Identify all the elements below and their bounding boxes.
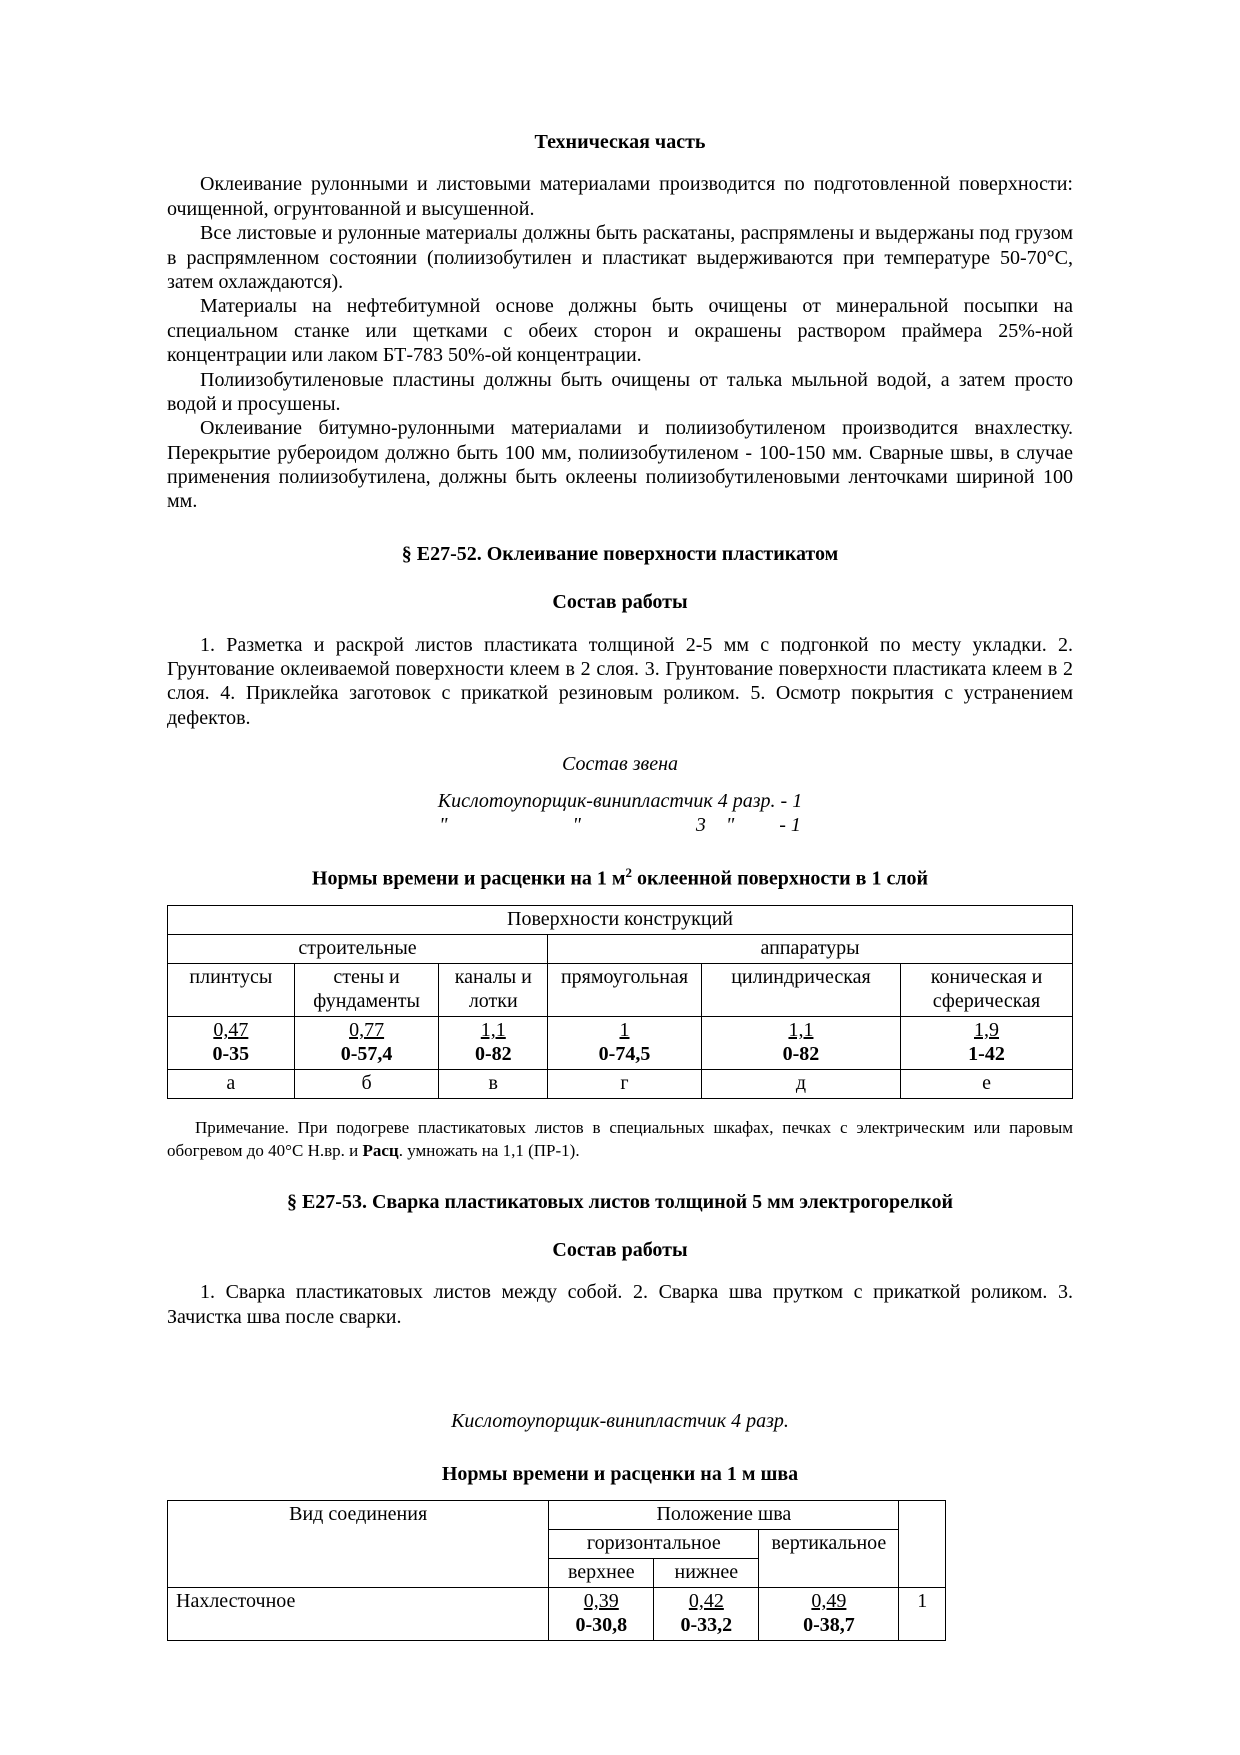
crew-line-3: Кислотоупорщик-винипластчик 4 разр. bbox=[451, 1410, 789, 1433]
rate-value: 0-30,8 bbox=[575, 1613, 628, 1636]
norms-table-1-title bbox=[167, 865, 1073, 891]
norms-table-2-title: Нормы времени и расценки на 1 м шва bbox=[441, 1462, 799, 1485]
rate-value: 1-42 bbox=[968, 1043, 1005, 1066]
t1-col-header-1: плинтусы bbox=[168, 964, 295, 1017]
table-row bbox=[168, 1587, 946, 1640]
t2-value-cell-2 bbox=[654, 1587, 759, 1640]
time-norm-value: 0,49 bbox=[811, 1589, 847, 1612]
time-norm-value: 1,9 bbox=[974, 1019, 999, 1042]
t2-horizontal-header: горизонтальное bbox=[549, 1529, 759, 1558]
rate-value: 0-82 bbox=[474, 1043, 512, 1066]
table-row bbox=[168, 935, 1073, 964]
table-row bbox=[168, 1017, 1073, 1070]
crew-line-2: " " 3 " - 1 bbox=[439, 813, 801, 836]
t2-lower-header: нижнее bbox=[654, 1558, 759, 1587]
t2-value-cell-3 bbox=[759, 1587, 899, 1640]
time-norm-value: 1,1 bbox=[480, 1019, 506, 1042]
rate-value: 0-38,7 bbox=[803, 1613, 855, 1636]
time-norm-value: 1 bbox=[619, 1019, 630, 1042]
table-row bbox=[168, 1070, 1073, 1099]
t1-value-cell-6 bbox=[901, 1017, 1073, 1070]
t2-vertical-header: вертикальное bbox=[759, 1529, 899, 1587]
t1-col-header-3: каналы и лотки bbox=[439, 964, 548, 1017]
table-row bbox=[168, 906, 1073, 935]
intro-paragraph-3: Материалы на нефтебитумной основе должны быть очищены от минеральной посыпки на специальном станке или щетками с обеих сторон и окрашены раствором праймера 25%-ной концентрации или лаком БТ-783 50%-ой концентрации. bbox=[167, 295, 1073, 367]
work-composition-heading-1: Состав работы bbox=[552, 591, 688, 614]
intro-paragraph-2: Все листовые и рулонные материалы должны быть раскатаны, распрямлены и выдержаны под грузом в распрямленном состоянии (полиизобутилен и пластикат выдерживаются при температуре 50-70°С, затем охлаждаются). bbox=[167, 222, 1073, 293]
norms-table-1-title-suffix: оклеенной поверхности в 1 слой bbox=[632, 868, 929, 891]
intro-paragraph-1: Оклеивание рулонными и листовыми материалами производится по подготовленной поверхности: очищенной, огрунтованной и высушенной. bbox=[167, 173, 1073, 220]
t2-index-header bbox=[899, 1500, 946, 1587]
t2-row-index: 1 bbox=[899, 1587, 946, 1640]
rate-value: 0-57,4 bbox=[340, 1043, 393, 1066]
t1-letter-a: а bbox=[168, 1070, 295, 1099]
section-heading-e27-53: § Е27-53. Сварка пластикатовых листов толщиной 5 мм электрогорелкой bbox=[286, 1190, 954, 1213]
t1-value-cell-5 bbox=[701, 1017, 900, 1070]
crew-line-1: Кислотоупорщик-винипластчик 4 разр. - 1 bbox=[437, 789, 803, 812]
t1-letter-v: в bbox=[439, 1070, 548, 1099]
table-row bbox=[168, 964, 1073, 1017]
norms-table-1 bbox=[167, 905, 1073, 1099]
note-paragraph bbox=[167, 1117, 1073, 1161]
work-composition-heading-2: Состав работы bbox=[552, 1239, 688, 1261]
t1-letter-e: е bbox=[901, 1070, 1073, 1099]
note-text-2: и bbox=[344, 1140, 363, 1160]
t2-upper-header: верхнее bbox=[549, 1558, 654, 1587]
t1-letter-g: г bbox=[548, 1070, 702, 1099]
note-text-3: . умножать на 1,1 (ПР-1). bbox=[398, 1140, 580, 1160]
time-norm-value: 0,77 bbox=[349, 1019, 385, 1042]
t2-row-label: Нахлесточное bbox=[168, 1587, 549, 1640]
superscript-2: 2 bbox=[625, 865, 633, 881]
rate-value: 0-33,2 bbox=[680, 1613, 733, 1636]
t1-col-header-5: цилиндрическая bbox=[701, 964, 900, 1017]
rate-value: 0-74,5 bbox=[598, 1043, 651, 1066]
t1-col-header-4: прямоугольная bbox=[548, 964, 702, 1017]
intro-paragraph-4: Полиизобутиленовые пластины должны быть очищены от талька мыльной водой, а затем просто водой и просушены. bbox=[167, 368, 1073, 415]
t1-letter-b: б bbox=[294, 1070, 439, 1099]
norms-table-1-title-text: Нормы времени и расценки на 1 м bbox=[311, 868, 626, 891]
t1-span-header: Поверхности конструкций bbox=[168, 906, 1073, 935]
time-norm-value: 0,39 bbox=[583, 1589, 619, 1612]
work-composition-text-1: 1. Разметка и раскрой листов пластиката толщиной 2-5 мм с подгонкой по месту укладки. 2. Грунтование оклеиваемой поверхности клеем в 2 слоя. 3. Грунтование поверхности пластиката клеем в 2 слоя. 4. Приклейка заготовок с прикаткой резиновым роликом. 5. Осмотр покрытия с устранением дефектов. bbox=[167, 633, 1073, 729]
t1-letter-d: д bbox=[701, 1070, 900, 1099]
note-rasc: Расц bbox=[362, 1140, 399, 1160]
document-title: Техническая часть bbox=[534, 131, 706, 153]
crew-composition-heading: Состав звена bbox=[561, 753, 678, 776]
t1-value-cell-4 bbox=[548, 1017, 702, 1070]
t1-col-header-6: коническая и сферическая bbox=[901, 964, 1073, 1017]
rate-value: 0-35 bbox=[212, 1043, 250, 1066]
t1-value-cell-3 bbox=[439, 1017, 548, 1070]
t1-value-cell-2 bbox=[294, 1017, 439, 1070]
t1-value-cell-1 bbox=[168, 1017, 295, 1070]
t1-group-apparatus: аппаратуры bbox=[548, 935, 1073, 964]
t1-col-header-2: стены и фундаменты bbox=[294, 964, 439, 1017]
work-composition-text-2: 1. Сварка пластикатовых листов между собой. 2. Сварка шва прутком с прикаткой роликом. 3. Зачистка шва после сварки. bbox=[167, 1281, 1073, 1328]
t2-seam-position-header: Положение шва bbox=[549, 1500, 899, 1529]
time-norm-value: 0,47 bbox=[213, 1019, 249, 1042]
note-nvr: Н.вр. bbox=[307, 1140, 345, 1160]
t1-group-construction: строительные bbox=[168, 935, 548, 964]
note-text-1: При подогреве пластикатовых листов в специальных шкафах, печках с электрическим или паровым обогревом до 40°С bbox=[167, 1118, 1073, 1160]
rate-value: 0-82 bbox=[782, 1043, 820, 1066]
note-label: Примечание. bbox=[195, 1118, 289, 1138]
norms-table-2 bbox=[167, 1500, 946, 1641]
time-norm-value: 1,1 bbox=[788, 1019, 814, 1042]
table-row bbox=[168, 1500, 946, 1529]
time-norm-value: 0,42 bbox=[688, 1589, 724, 1612]
intro-paragraph-5: Оклеивание битумно-рулонными материалами и полиизобутиленом производится внахлестку. Перекрытие рубероидом должно быть 100 мм, полиизобутиленом - 100-150 мм. Сварные швы, в случае применения полиизобутилена, должны быть оклеены полиизобутиленовыми ленточками шириной 100 мм. bbox=[167, 417, 1073, 513]
t2-value-cell-1 bbox=[549, 1587, 654, 1640]
section-heading-e27-52: § Е27-52. Оклеивание поверхности пластикатом bbox=[401, 542, 839, 565]
t2-joint-type-header: Вид соединения bbox=[168, 1500, 549, 1587]
